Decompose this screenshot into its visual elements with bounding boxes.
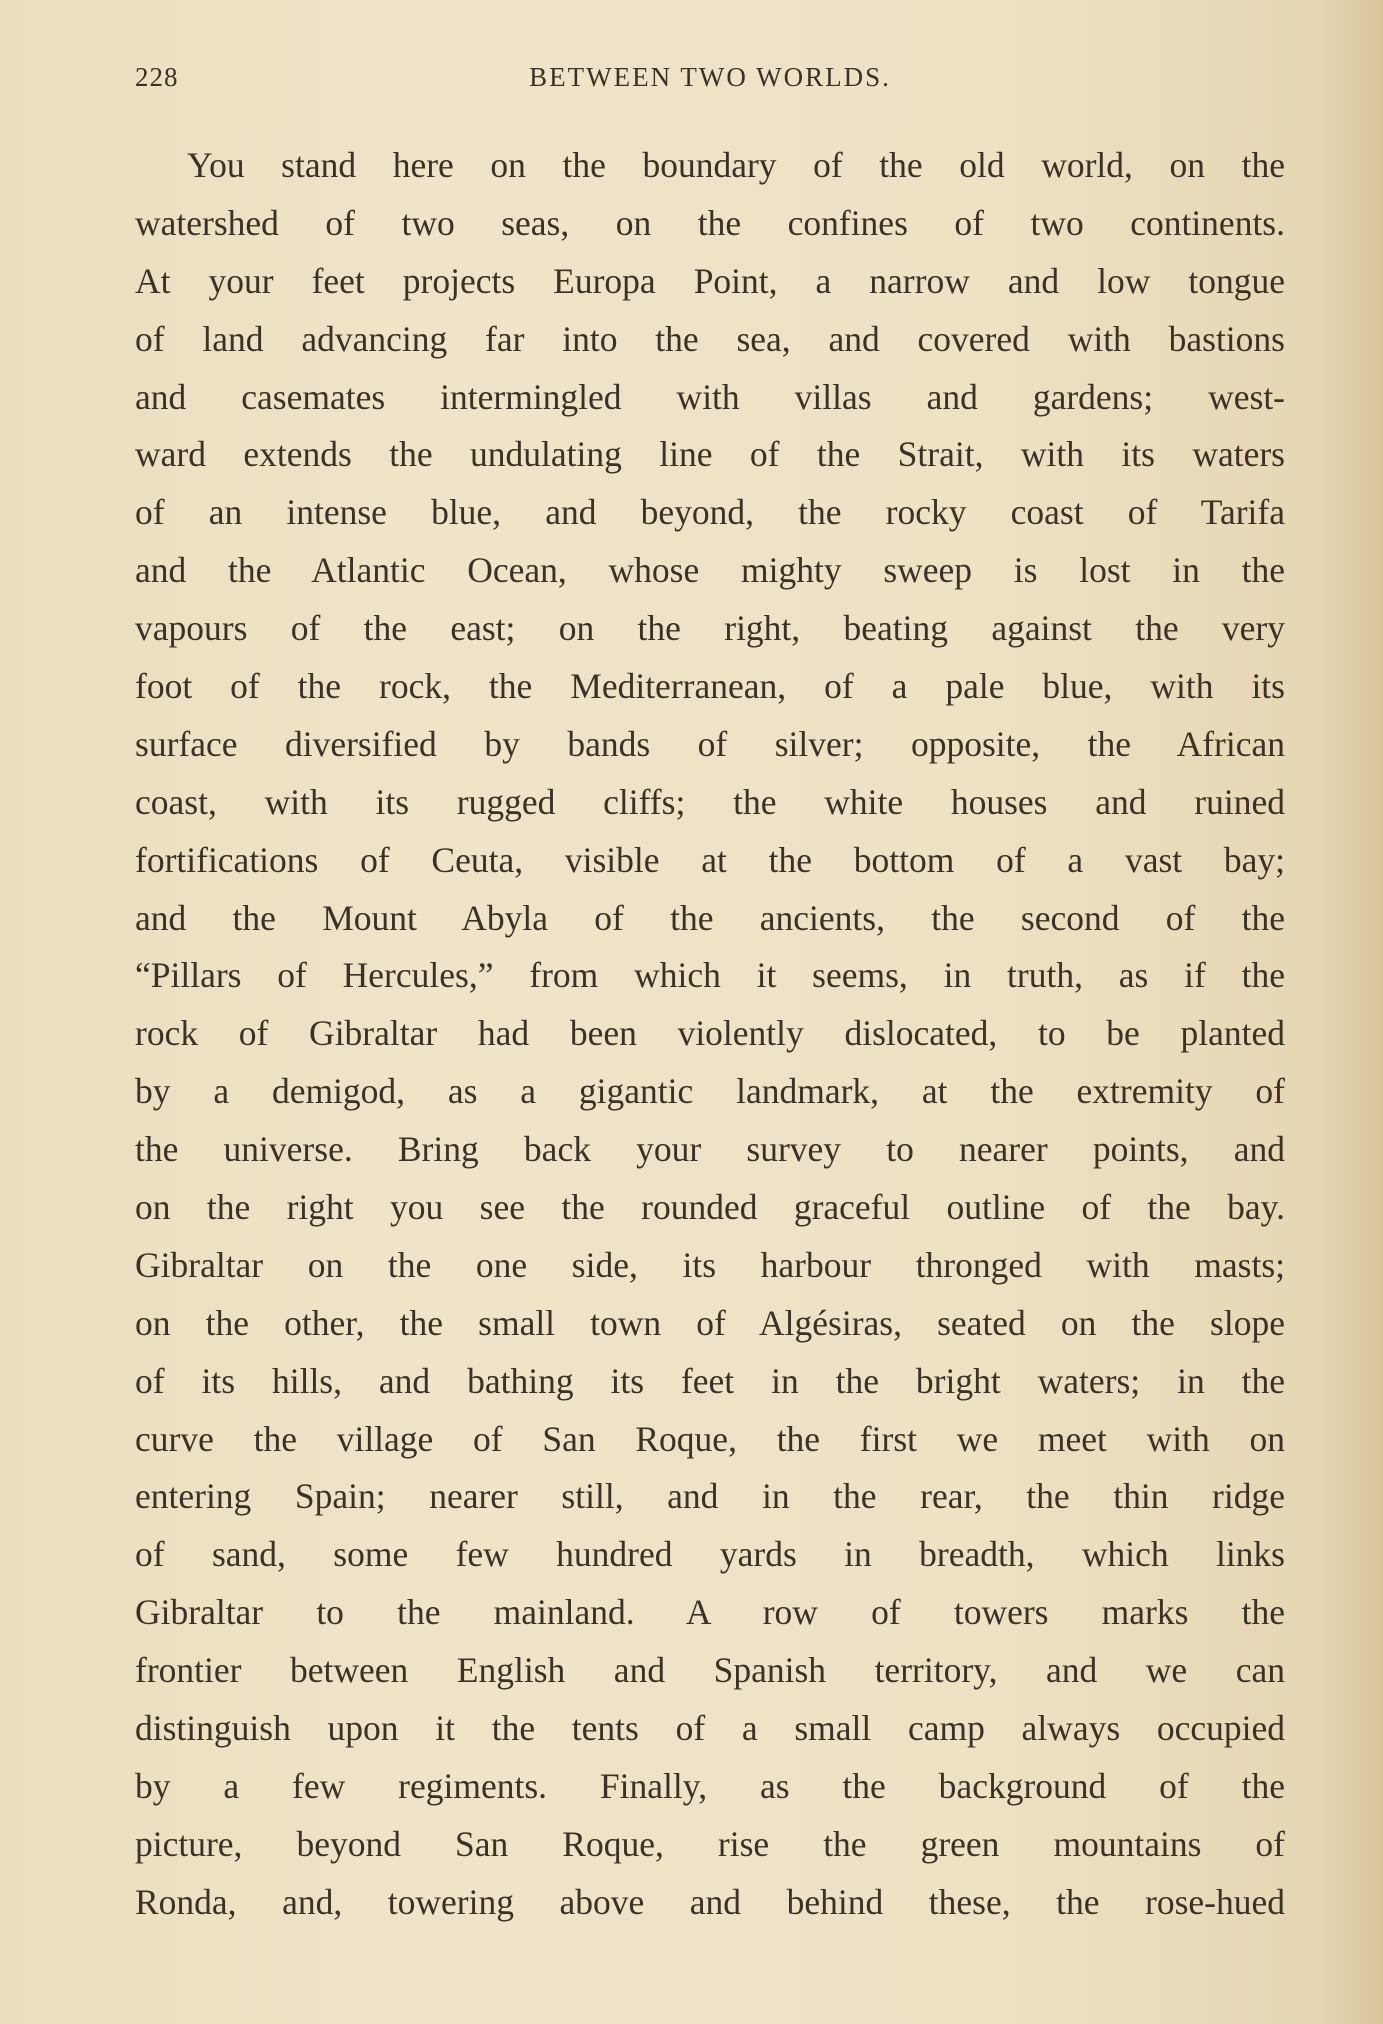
text-line: At your feet projects Europa Point, a narrow and low tongue <box>135 260 1285 301</box>
running-title: BETWEEN TWO WORLDS. <box>529 62 891 92</box>
text-line: curve the village of San Roque, the first we meet with on <box>135 1418 1285 1459</box>
text-line: “Pillars of Hercules,” from which it seems, in truth, as if the <box>135 955 1285 996</box>
text-line: on the other, the small town of Algésiras, seated on the slope <box>135 1302 1285 1343</box>
text-line: and the Mount Abyla of the ancients, the second of the <box>135 897 1285 938</box>
text-line: fortifications of Ceuta, visible at the bottom of a vast bay; <box>135 839 1285 880</box>
text-line: coast, with its rugged cliffs; the white houses and ruined <box>135 781 1285 822</box>
text-line: entering Spain; nearer still, and in the rear, the thin ridge <box>135 1476 1285 1517</box>
text-line: vapours of the east; on the right, beating against the very <box>135 608 1285 649</box>
text-line: and casemates intermingled with villas and gardens; west- <box>135 376 1285 417</box>
page-number: 228 <box>135 62 179 92</box>
text-line: ward extends the undulating line of the Strait, with its waters <box>135 434 1285 475</box>
text-line: Ronda, and, towering above and behind these, the rose-hued <box>135 1881 1285 1922</box>
text-line: Gibraltar to the mainland. A row of towers marks the <box>135 1592 1285 1633</box>
text-line: of land advancing far into the sea, and covered with bastions <box>135 318 1285 359</box>
body-paragraph <box>135 137 1285 1932</box>
text-line: Gibraltar on the one side, its harbour thronged with masts; <box>135 1244 1285 1285</box>
text-line: distinguish upon it the tents of a small camp always occupied <box>135 1708 1285 1749</box>
text-line: surface diversified by bands of silver; opposite, the African <box>135 723 1285 764</box>
text-line: of its hills, and bathing its feet in the bright waters; in the <box>135 1360 1285 1401</box>
text-line: by a demigod, as a gigantic landmark, at the extremity of <box>135 1071 1285 1112</box>
text-line: the universe. Bring back your survey to nearer points, and <box>135 1129 1285 1170</box>
text-line: You stand here on the boundary of the old world, on the <box>187 145 1285 185</box>
text-line: of sand, some few hundred yards in breadth, which links <box>135 1534 1285 1575</box>
text-line: by a few regiments. Finally, as the background of the <box>135 1765 1285 1806</box>
text-line: watershed of two seas, on the confines of two continents. <box>135 202 1285 243</box>
text-line: frontier between English and Spanish territory, and we can <box>135 1650 1285 1691</box>
text-line: rock of Gibraltar had been violently dislocated, to be planted <box>135 1013 1285 1054</box>
text-line: picture, beyond San Roque, rise the green mountains of <box>135 1823 1285 1864</box>
text-line: of an intense blue, and beyond, the rocky coast of Tarifa <box>135 492 1285 533</box>
text-line: foot of the rock, the Mediterranean, of a pale blue, with its <box>135 666 1285 707</box>
text-line: on the right you see the rounded graceful outline of the bay. <box>135 1187 1285 1228</box>
page-header <box>135 62 1285 102</box>
text-line: and the Atlantic Ocean, whose mighty sweep is lost in the <box>135 550 1285 591</box>
